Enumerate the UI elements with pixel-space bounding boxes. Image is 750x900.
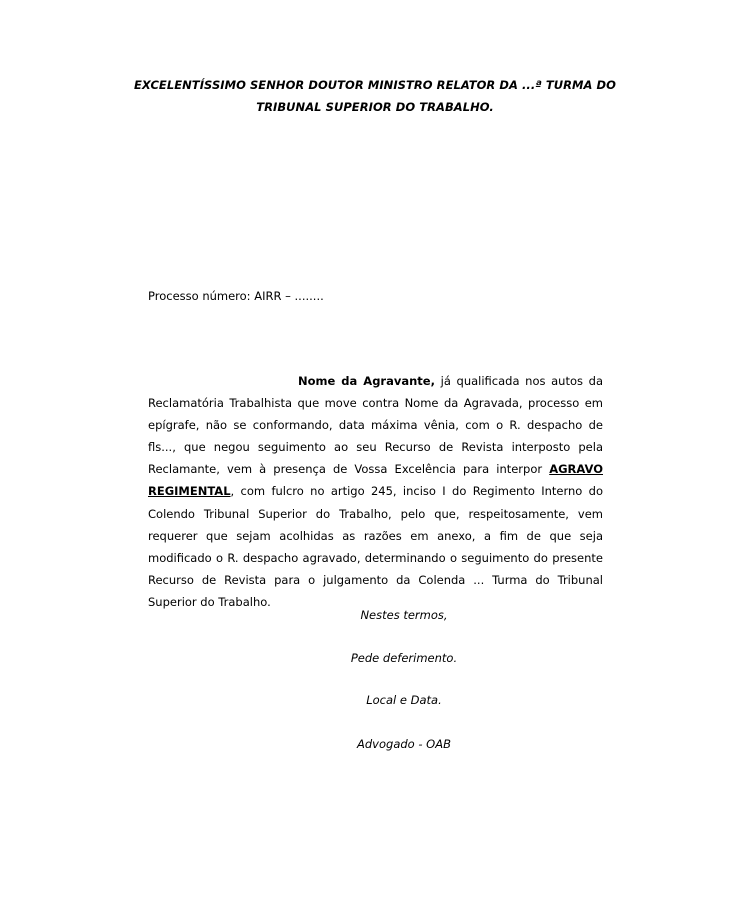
- petition-text-part-2: , com fulcro no artigo 245, inciso I do Regimento Interno do Colendo Tribunal Superior do Trabalho, pelo que, respeitosamente, vem requerer que sejam acolhidas as razões em anexo, a fim de que seja modificado o R. despacho agravado, determinando o seguimento do presente Recurso de Revista para o julgamento da Colenda ... Turma do Tribunal Superior do Trabalho.: [148, 484, 603, 609]
- petition-paragraph: [148, 370, 603, 613]
- closing-signature: Advogado - OAB: [357, 737, 451, 751]
- closing-terms: Nestes termos,: [360, 608, 448, 622]
- closing-place-date: Local e Data.: [366, 693, 442, 707]
- header-line-1: EXCELENTÍSSIMO SENHOR DOUTOR MINISTRO RELATOR DA ...ª TURMA DO: [134, 78, 616, 92]
- header-line-2: TRIBUNAL SUPERIOR DO TRABALHO.: [256, 100, 494, 114]
- closing-request: Pede deferimento.: [350, 651, 458, 665]
- appeal-type: AGRAVO REGIMENTAL: [148, 462, 603, 499]
- process-number: Processo número: AIRR – ........: [148, 289, 324, 303]
- party-name: Nome da Agravante,: [298, 374, 435, 388]
- petition-text-part-1: já qualificada nos autos da Reclamatória Trabalhista que move contra Nome da Agravada, processo em epígrafe, não se conformando, data máxima vênia, com o R. despacho de fls..., que negou seguimento ao seu Recurso de Revista interposto pela Reclamante, vem à presença de Vossa Excelência para interpor: [148, 374, 604, 477]
- document-header: [110, 74, 640, 118]
